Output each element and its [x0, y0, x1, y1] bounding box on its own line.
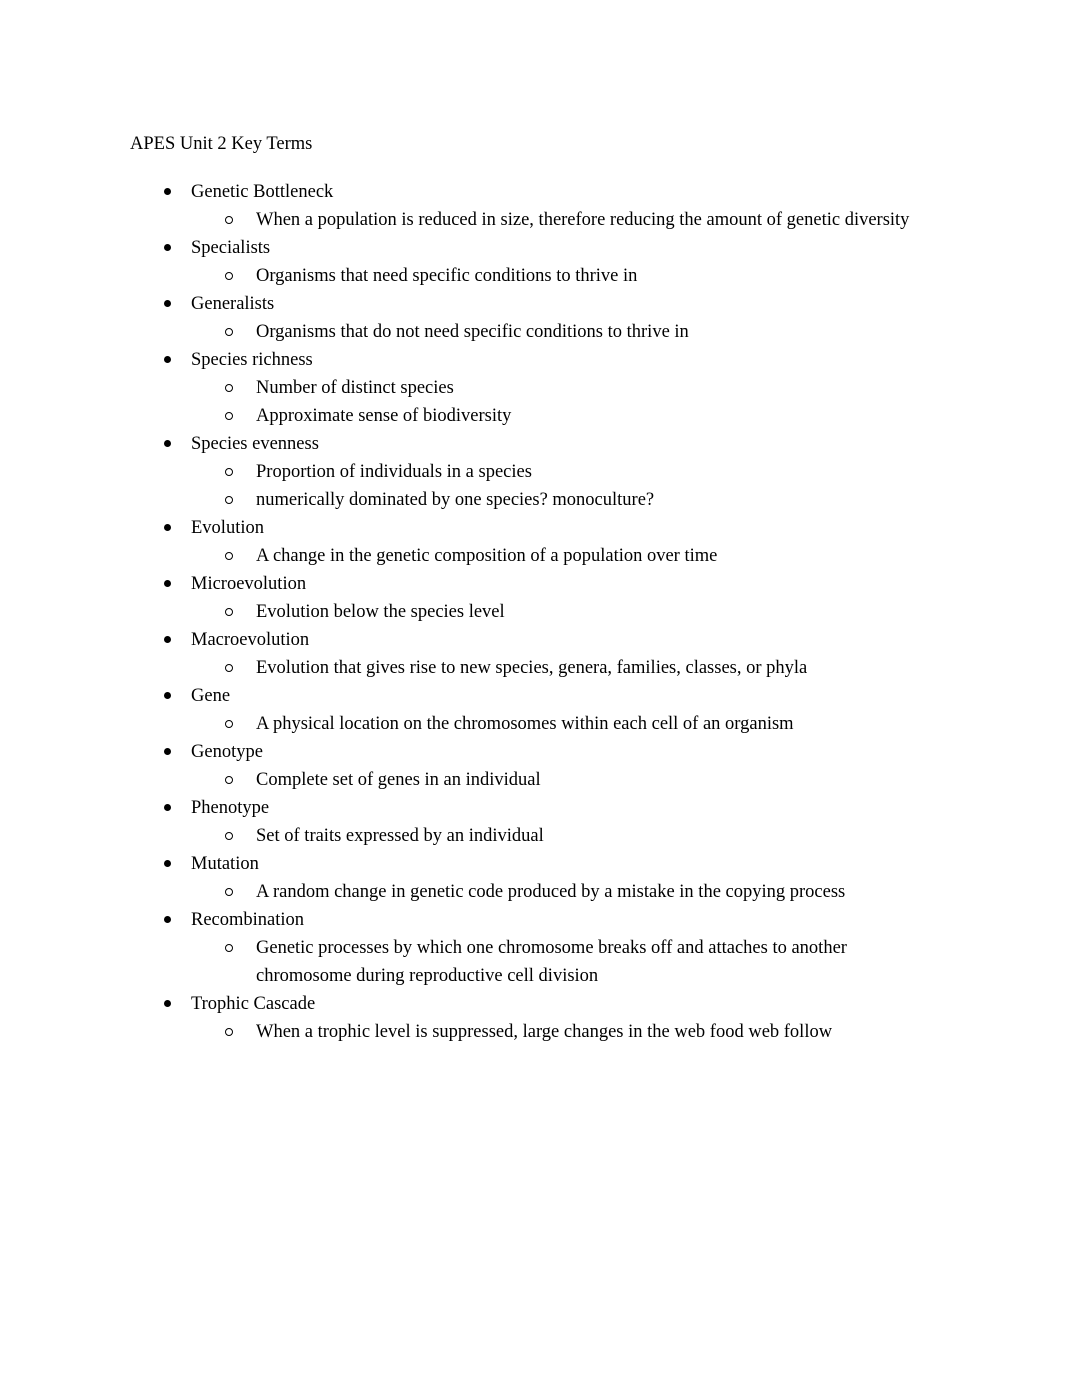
definition-item: [225, 654, 945, 682]
definition-item: [225, 598, 945, 626]
term-item: [164, 794, 945, 822]
hollow-bullet-icon: [225, 216, 233, 224]
term-label: Species richness: [191, 350, 313, 370]
term-item: [164, 178, 945, 206]
term-label: Genotype: [191, 742, 263, 762]
filled-bullet-icon: [164, 804, 171, 811]
definition-text: Organisms that do not need specific conditions to thrive in: [256, 322, 689, 342]
term-label: Gene: [191, 686, 231, 706]
definition-text: When a population is reduced in size, therefore reducing the amount of genetic diversity: [256, 210, 910, 230]
hollow-bullet-icon: [225, 832, 233, 840]
hollow-bullet-icon: [225, 552, 233, 560]
term-item: [164, 906, 945, 934]
definition-text: Complete set of genes in an individual: [256, 770, 541, 790]
term-label: Trophic Cascade: [191, 994, 316, 1014]
term-item: [164, 570, 945, 598]
term-label: Recombination: [191, 910, 305, 930]
definition-item: [225, 374, 945, 402]
filled-bullet-icon: [164, 916, 171, 923]
term-label: Species evenness: [191, 434, 319, 454]
filled-bullet-icon: [164, 692, 171, 699]
term-item: [164, 234, 945, 262]
definition-item: [225, 878, 945, 906]
definition-text: Approximate sense of biodiversity: [256, 406, 512, 426]
hollow-bullet-icon: [225, 496, 233, 504]
term-label: Microevolution: [191, 574, 307, 594]
hollow-bullet-icon: [225, 608, 233, 616]
term-item: [164, 682, 945, 710]
term-label: Generalists: [191, 294, 275, 314]
term-item: [164, 290, 945, 318]
term-label: Genetic Bottleneck: [191, 182, 334, 202]
term-label: Mutation: [191, 854, 259, 874]
definition-item: [225, 1018, 945, 1046]
filled-bullet-icon: [164, 1000, 171, 1007]
term-item: [164, 990, 945, 1018]
hollow-bullet-icon: [225, 272, 233, 280]
term-item: [164, 626, 945, 654]
term-label: Specialists: [191, 238, 271, 258]
filled-bullet-icon: [164, 440, 171, 447]
definition-text: Organisms that need specific conditions to thrive in: [256, 266, 638, 286]
definition-item: [225, 402, 945, 430]
definition-text: Genetic processes by which one chromosome breaks off and attaches to another chromosome during reproductive cell division: [256, 938, 847, 986]
definition-item: [225, 934, 945, 990]
hollow-bullet-icon: [225, 1028, 233, 1036]
hollow-bullet-icon: [225, 720, 233, 728]
definition-item: [225, 206, 945, 234]
filled-bullet-icon: [164, 300, 171, 307]
definition-text: Evolution that gives rise to new species, genera, families, classes, or phyla: [256, 658, 808, 678]
hollow-bullet-icon: [225, 468, 233, 476]
document-title: APES Unit 2 Key Terms: [130, 134, 313, 154]
term-item: [164, 850, 945, 878]
filled-bullet-icon: [164, 860, 171, 867]
term-item: [164, 738, 945, 766]
definition-item: [225, 766, 945, 794]
definition-text: A random change in genetic code produced by a mistake in the copying process: [256, 882, 846, 902]
hollow-bullet-icon: [225, 412, 233, 420]
definition-text: A physical location on the chromosomes within each cell of an organism: [256, 714, 794, 734]
filled-bullet-icon: [164, 580, 171, 587]
term-label: Phenotype: [191, 798, 270, 818]
filled-bullet-icon: [164, 524, 171, 531]
term-label: Macroevolution: [191, 630, 310, 650]
definition-item: [225, 318, 945, 346]
definition-text: Number of distinct species: [256, 378, 454, 398]
definition-item: [225, 486, 945, 514]
definition-item: [225, 542, 945, 570]
hollow-bullet-icon: [225, 944, 233, 952]
definition-item: [225, 458, 945, 486]
filled-bullet-icon: [164, 636, 171, 643]
definition-text: A change in the genetic composition of a population over time: [256, 546, 718, 566]
term-item: [164, 346, 945, 374]
hollow-bullet-icon: [225, 888, 233, 896]
filled-bullet-icon: [164, 748, 171, 755]
hollow-bullet-icon: [225, 384, 233, 392]
filled-bullet-icon: [164, 188, 171, 195]
filled-bullet-icon: [164, 356, 171, 363]
definition-item: [225, 710, 945, 738]
hollow-bullet-icon: [225, 664, 233, 672]
term-item: [164, 514, 945, 542]
terms-list: [164, 178, 945, 1046]
hollow-bullet-icon: [225, 328, 233, 336]
definition-text: When a trophic level is suppressed, large changes in the web food web follow: [256, 1022, 833, 1042]
definition-text: Set of traits expressed by an individual: [256, 826, 544, 846]
definition-text: Proportion of individuals in a species: [256, 462, 532, 482]
filled-bullet-icon: [164, 244, 171, 251]
term-item: [164, 430, 945, 458]
hollow-bullet-icon: [225, 776, 233, 784]
definition-item: [225, 822, 945, 850]
definition-text: numerically dominated by one species? monoculture?: [256, 490, 655, 510]
definition-text: Evolution below the species level: [256, 602, 505, 622]
term-label: Evolution: [191, 518, 264, 538]
definition-item: [225, 262, 945, 290]
